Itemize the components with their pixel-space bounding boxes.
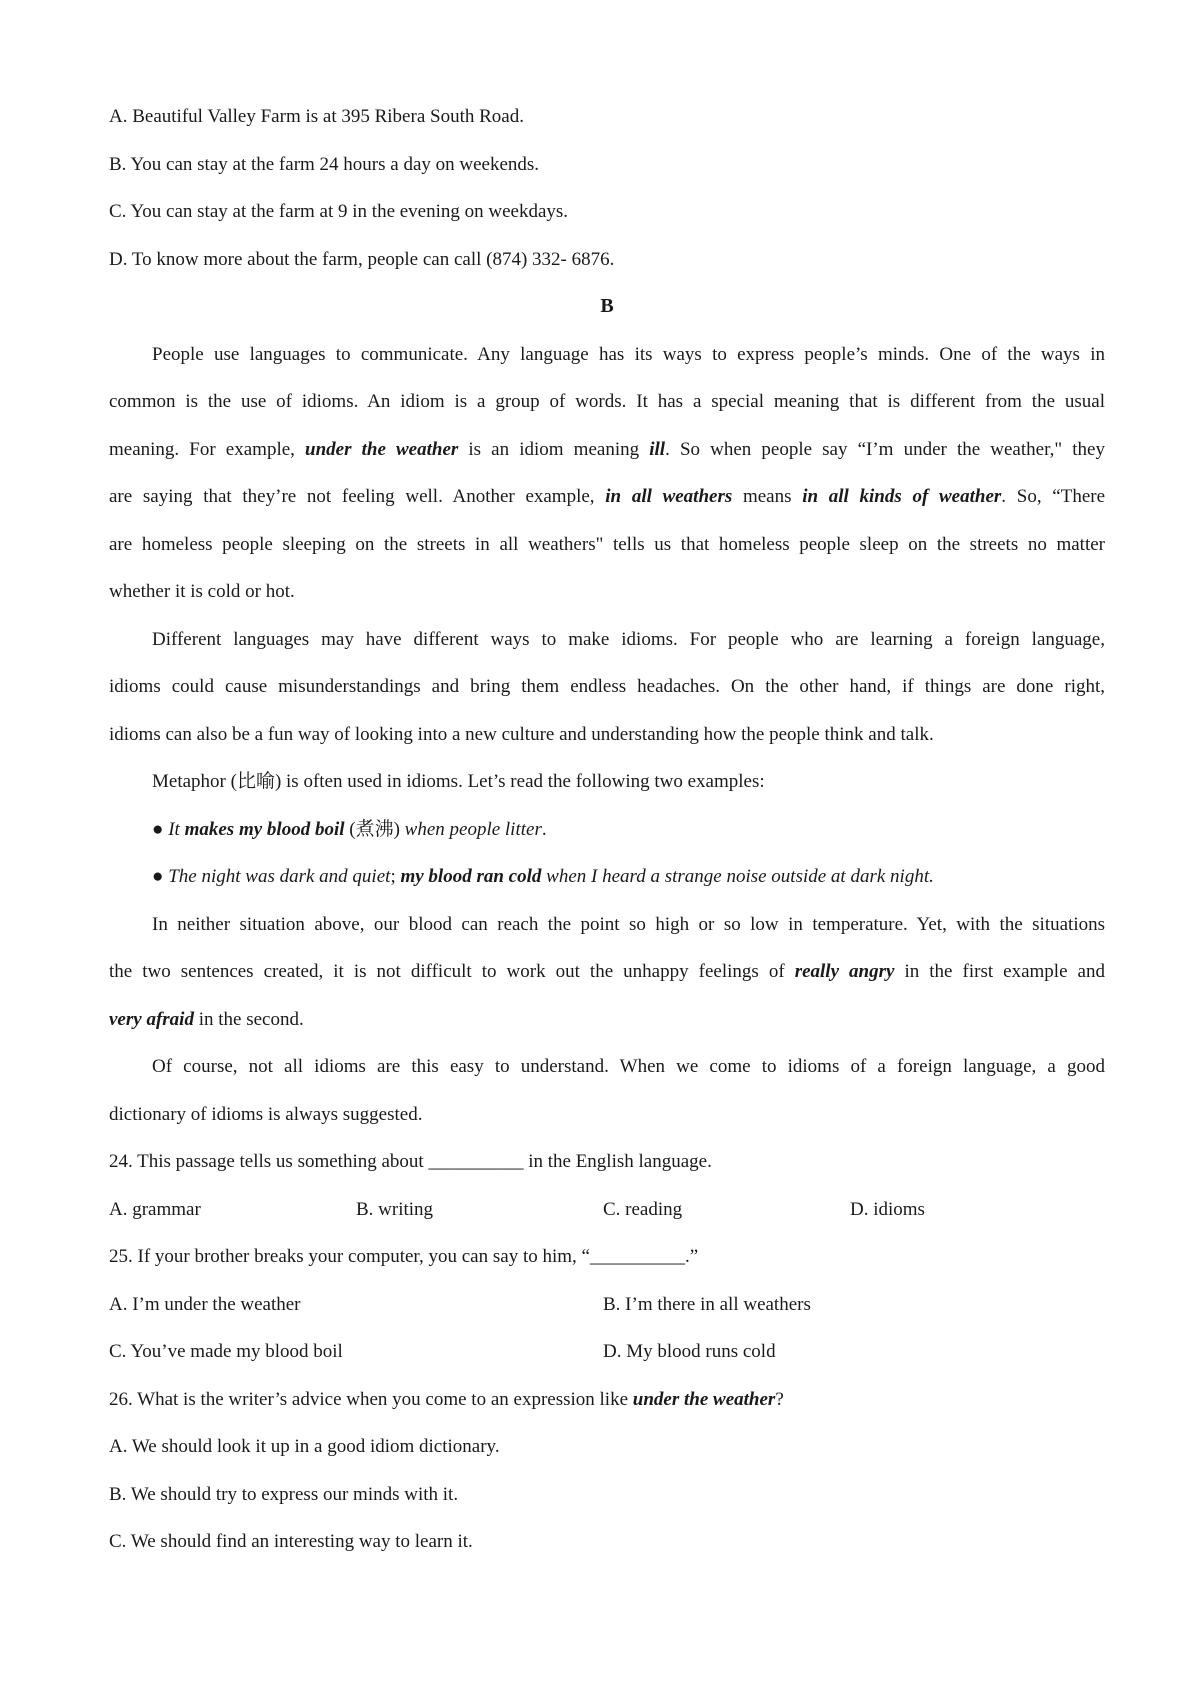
option-c[interactable]: C. We should find an interesting way to learn it.	[109, 1531, 473, 1552]
prev-option-d: D. To know more about the farm, people can call (874) 332- 6876.	[109, 248, 615, 270]
paragraph-line: common is the use of idioms. An idiom is a group of words. It has a special meaning that is different from the usual	[109, 391, 1105, 412]
question-stem	[109, 1376, 1105, 1424]
text-run: in the second.	[193, 1008, 304, 1030]
option-d[interactable]: D. idioms	[850, 1198, 925, 1220]
option-a[interactable]: A. I’m under the weather	[109, 1293, 301, 1315]
prev-option-c: C. You can stay at the farm at 9 in the evening on weekdays.	[109, 201, 569, 222]
paragraph-line: idioms can also be a fun way of looking into a new culture and understanding how the people think and talk.	[109, 723, 934, 745]
bullet: ●	[152, 818, 169, 840]
text-run: meaning. For example,	[109, 438, 306, 460]
paragraph-line	[109, 473, 1105, 521]
option-a[interactable]: A. We should look it up in a good idiom dictionary.	[109, 1436, 500, 1457]
paragraph-5	[109, 1043, 1105, 1138]
text-run: .	[541, 818, 547, 840]
text-run: . So when people say “I’m under the weather," they	[665, 438, 1105, 460]
emphasis-term: very afraid	[109, 1008, 194, 1030]
text-run: in the first example and	[894, 961, 1105, 982]
paragraph-line	[109, 426, 1105, 474]
paragraph-line: are homeless people sleeping on the streets in all weathers" tells us that homeless people sleep on the streets no matter	[109, 533, 1105, 555]
paragraph-line: People use languages to communicate. Any language has its ways to express people’s minds. One of the ways in	[152, 343, 1105, 365]
text-run: is an idiom meaning	[458, 438, 650, 460]
text-run: are saying that they’re not feeling well. Another example,	[109, 486, 606, 507]
paragraph-line: Different languages may have different ways to make idioms. For people who are learning a foreign language,	[152, 628, 1105, 650]
option-c[interactable]: C. You’ve made my blood boil	[109, 1341, 343, 1362]
text-run: the two sentences created, it is not difficult to work out the unhappy feelings of	[109, 961, 795, 982]
text-run: . So, “There	[1001, 486, 1106, 507]
option-b[interactable]: B. We should try to express our minds with it.	[109, 1483, 459, 1505]
bullet: ●	[152, 866, 169, 887]
question-26	[109, 1376, 1105, 1566]
text-run: It	[168, 818, 185, 840]
text-run: when I heard a strange noise outside at dark night.	[541, 866, 934, 887]
idiom-term: under the weather	[632, 1388, 776, 1410]
text-run: ?	[775, 1388, 784, 1410]
question-25	[109, 1233, 1105, 1376]
paragraph-line	[109, 996, 1105, 1044]
idiom-meaning: in all kinds of weather	[802, 486, 1002, 507]
text-run: when people litter	[404, 818, 542, 840]
text-run: ;	[390, 866, 401, 887]
text-run: (煮沸)	[344, 818, 405, 840]
paragraph-1	[109, 331, 1105, 616]
paragraph-line: Of course, not all idioms are this easy to understand. When we come to idioms of a foreign language, a good	[152, 1056, 1105, 1077]
option-row	[109, 1281, 1105, 1329]
option-row	[109, 1328, 1105, 1376]
option-a[interactable]: A. grammar	[109, 1198, 201, 1220]
option-b[interactable]: B. writing	[356, 1198, 434, 1220]
option-c[interactable]: C. reading	[603, 1198, 683, 1220]
option-row	[109, 1186, 1105, 1234]
section-heading: B	[600, 295, 614, 317]
idiom-term: my blood ran cold	[400, 866, 542, 887]
text-run: The night was dark and quiet	[168, 866, 391, 887]
paragraph-3: Metaphor (比喻) is often used in idioms. Let’s read the following two examples:	[152, 771, 765, 792]
option-b[interactable]: B. I’m there in all weathers	[603, 1293, 811, 1315]
example-1	[109, 806, 1105, 854]
idiom-term: in all weathers	[605, 486, 733, 507]
prev-option-a: A. Beautiful Valley Farm is at 395 Ribera South Road.	[109, 106, 524, 127]
question-stem: 24. This passage tells us something about __________ in the English language.	[109, 1151, 712, 1172]
paragraph-line: dictionary of idioms is always suggested.	[109, 1103, 423, 1125]
idiom-meaning: ill	[649, 438, 666, 460]
idiom-term: makes my blood boil	[184, 818, 345, 840]
idiom-term: under the weather	[305, 438, 459, 460]
question-24	[109, 1138, 1105, 1233]
paragraph-4	[109, 901, 1105, 1044]
paragraph-2	[109, 616, 1105, 759]
text-run: means	[732, 486, 803, 507]
prev-option-b: B. You can stay at the farm 24 hours a day on weekends.	[109, 153, 540, 175]
emphasis-term: really angry	[794, 961, 895, 982]
paragraph-line: In neither situation above, our blood can reach the point so high or so low in temperature. Yet, with the situations	[152, 913, 1105, 935]
question-stem: 25. If your brother breaks your computer, you can say to him, “__________.”	[109, 1246, 699, 1267]
text-run: 26. What is the writer’s advice when you come to an expression like	[109, 1388, 633, 1410]
option-d[interactable]: D. My blood runs cold	[603, 1341, 776, 1362]
paragraph-line	[109, 948, 1105, 996]
paragraph-line: idioms could cause misunderstandings and bring them endless headaches. On the other hand, if things are done right,	[109, 676, 1105, 697]
example-2	[109, 853, 1105, 901]
paragraph-line: whether it is cold or hot.	[109, 581, 295, 602]
